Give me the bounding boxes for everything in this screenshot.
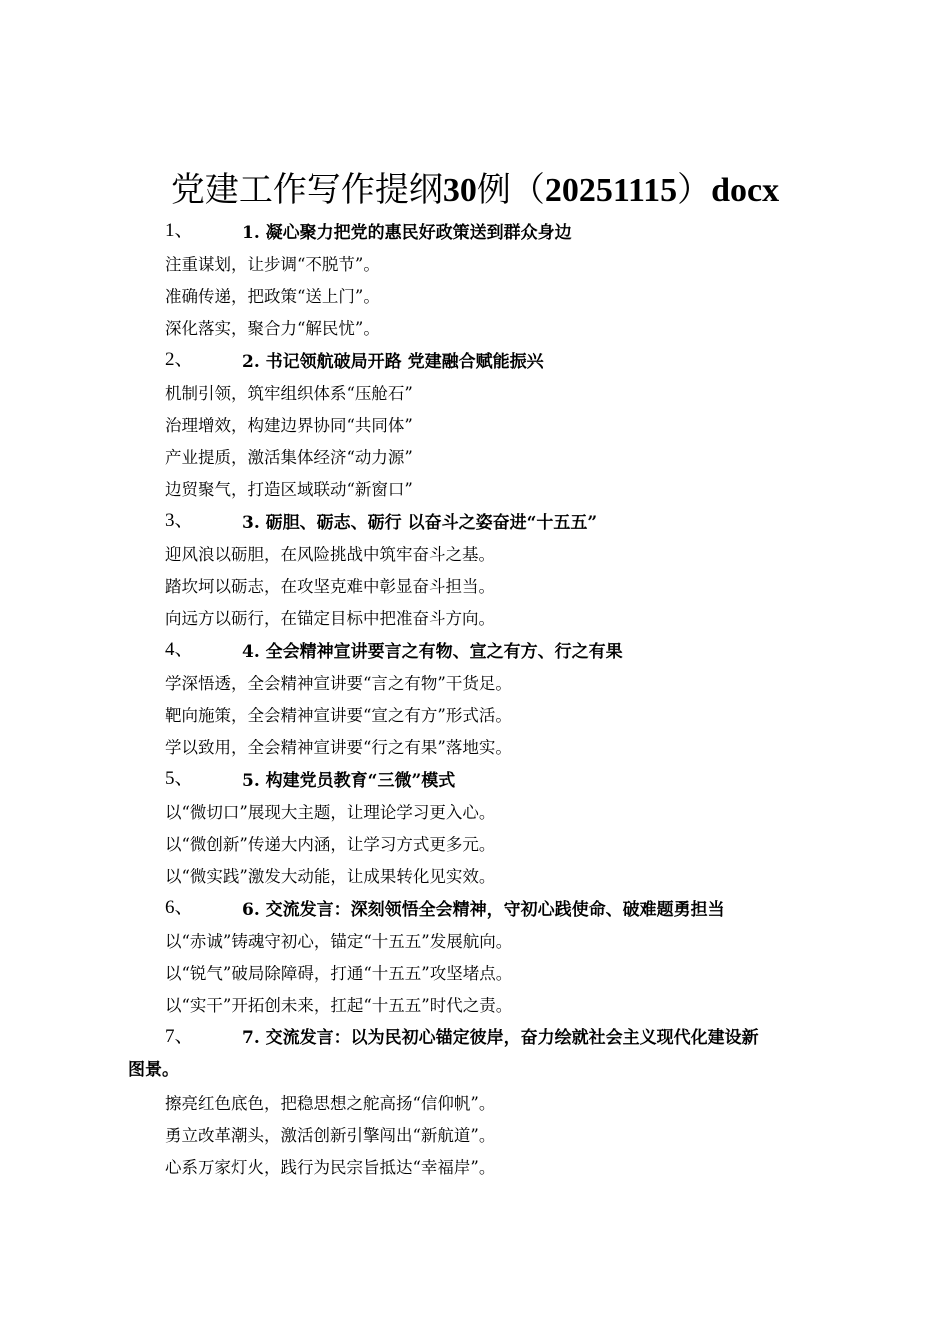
section-number: 7、 xyxy=(165,1026,194,1047)
section-heading-text: 3. 砺胆、砺志、砺行 以奋斗之姿奋进“十五五” xyxy=(242,513,598,533)
section-heading xyxy=(0,506,950,539)
list-item: 以“微创新”传递大内涵，让学习方式更多元。 xyxy=(165,835,496,854)
list-item: 机制引领，筑牢组织体系“压舱石” xyxy=(165,384,413,403)
outline-section-4 xyxy=(0,635,950,764)
section-heading-text: 4. 全会精神宣讲要言之有物、宣之有方、行之有果 xyxy=(242,642,623,662)
list-item: 勇立改革潮头，激活创新引擎闯出“新航道”。 xyxy=(165,1126,496,1145)
list-item: 踏坎坷以砺志，在攻坚克难中彰显奋斗担当。 xyxy=(165,577,495,596)
outline-list xyxy=(0,216,950,1184)
title-date: 20251115 xyxy=(544,172,678,209)
section-heading xyxy=(0,216,950,249)
section-heading xyxy=(0,345,950,378)
list-item: 以“实干”开拓创未来，扛起“十五五”时代之责。 xyxy=(165,996,513,1015)
outline-section-3 xyxy=(0,506,950,635)
outline-section-5 xyxy=(0,764,950,893)
list-item: 治理增效，构建边界协同“共同体” xyxy=(165,416,413,435)
section-heading-text: 6. 交流发言：深刻领悟全会精神，守初心践使命、破难题勇担当 xyxy=(242,900,725,920)
list-item: 学以致用，全会精神宣讲要“行之有果”落地实。 xyxy=(165,738,512,757)
list-item: 以“微切口”展现大主题，让理论学习更入心。 xyxy=(165,803,496,822)
list-item: 向远方以砺行，在锚定目标中把准奋斗方向。 xyxy=(165,609,495,628)
list-item: 边贸聚气，打造区域联动“新窗口” xyxy=(165,480,413,499)
list-item: 产业提质，激活集体经济“动力源” xyxy=(165,448,413,467)
section-number: 5、 xyxy=(165,768,194,789)
title-text: 党建工作写作提纲 xyxy=(170,170,443,210)
section-heading-text xyxy=(128,1022,842,1086)
list-item: 准确传递，把政策“送上门”。 xyxy=(165,287,380,306)
list-item: 靶向施策，全会精神宣讲要“宣之有方”形式活。 xyxy=(165,706,512,725)
section-heading-text: 2. 书记领航破局开路 党建融合赋能振兴 xyxy=(242,352,544,372)
outline-section-2 xyxy=(0,345,950,506)
section-heading xyxy=(0,1022,950,1088)
document-title xyxy=(0,166,950,215)
outline-section-6 xyxy=(0,893,950,1022)
section-number: 6、 xyxy=(165,897,194,918)
list-item: 以“锐气”破局除障碍，打通“十五五”攻坚堵点。 xyxy=(165,964,513,983)
section-heading xyxy=(0,764,950,797)
section-heading xyxy=(0,635,950,668)
section-number: 3、 xyxy=(165,510,194,531)
list-item: 以“赤诚”铸魂守初心，锚定“十五五”发展航向。 xyxy=(165,932,513,951)
section-heading-line-2: 图景。 xyxy=(128,1060,179,1080)
section-heading-line-1: 7. 交流发言：以为民初心锚定彼岸，奋力绘就社会主义现代化建设新 xyxy=(242,1028,759,1048)
outline-section-7 xyxy=(0,1022,950,1184)
list-item: 学深悟透，全会精神宣讲要“言之有物”干货足。 xyxy=(165,674,512,693)
section-number: 1、 xyxy=(165,220,194,241)
section-heading-text: 1. 凝心聚力把党的惠民好政策送到群众身边 xyxy=(242,223,572,243)
section-heading-text: 5. 构建党员教育“三微”模式 xyxy=(242,771,456,791)
list-item: 以“微实践”激发大动能，让成果转化见实效。 xyxy=(165,867,496,886)
list-item: 深化落实，聚合力“解民忧”。 xyxy=(165,319,380,338)
list-item: 迎风浪以砺胆，在风险挑战中筑牢奋斗之基。 xyxy=(165,545,495,564)
outline-section-1 xyxy=(0,216,950,345)
title-text-2: 例（ xyxy=(476,170,545,210)
title-number: 30 xyxy=(442,172,477,209)
list-item: 注重谋划，让步调“不脱节”。 xyxy=(165,255,380,274)
list-item: 心系万家灯火，践行为民宗旨抵达“幸福岸”。 xyxy=(165,1158,496,1177)
title-text-3: ） xyxy=(677,170,712,210)
section-number: 2、 xyxy=(165,349,194,370)
title-extension: docx xyxy=(711,172,780,209)
list-item: 擦亮红色底色，把稳思想之舵高扬“信仰帆”。 xyxy=(165,1094,496,1113)
section-heading xyxy=(0,893,950,926)
section-number: 4、 xyxy=(165,639,194,660)
